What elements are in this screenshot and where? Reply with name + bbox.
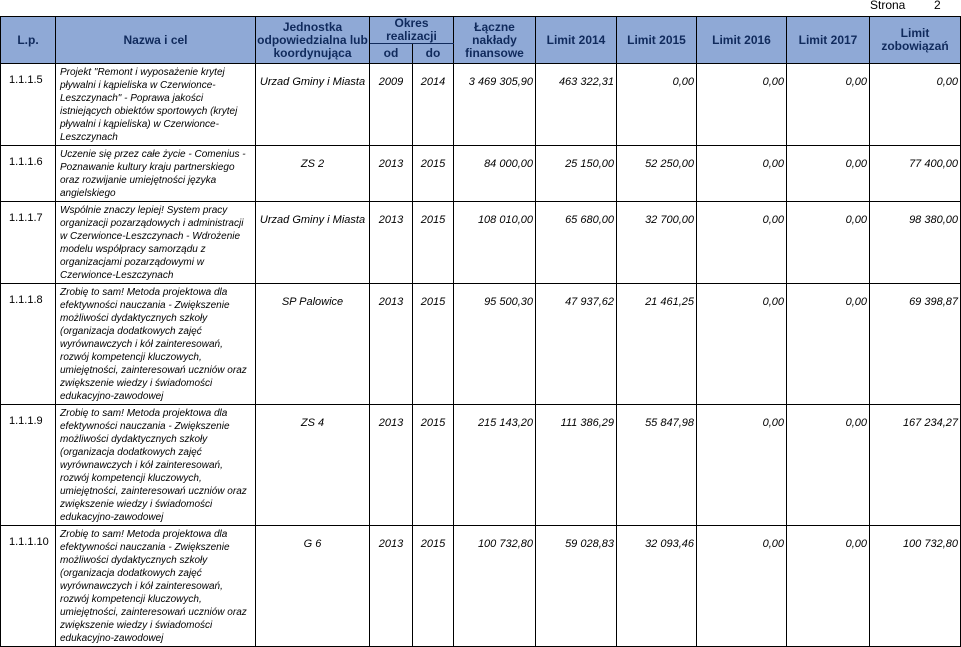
row-limit-2017: 0,00 [787,146,870,202]
row-limit-2016: 0,00 [697,284,787,405]
row-od: 2013 [370,526,413,647]
table-row [1,284,961,405]
row-od: 2013 [370,202,413,284]
row-limit-2016: 0,00 [697,146,787,202]
row-do: 2015 [413,146,454,202]
row-costs: 108 010,00 [454,202,536,284]
row-lp: 1.1.1.6 [1,146,56,202]
row-limit-2017: 0,00 [787,405,870,526]
table-body [1,64,961,647]
row-limit-2014: 59 028,83 [536,526,617,647]
table-row [1,526,961,647]
row-limit-commit: 69 398,87 [870,284,961,405]
row-unit: Urzad Gminy i Miasta [256,202,370,284]
row-name: Zrobię to sam! Metoda projektowa dla efektywności nauczania - Zwiększenie możliwości dydaktycznych szkoły (organizacja dodatkowych zajęć wyrównawczych i kół zainteresowań, rozwój kompetencji kluczowych, umiejętności, zainteresowań uczniów oraz zwiększenie wiedzy i świadomości edukacyjno-zawodowej [56,405,256,526]
header-unit: Jednostka odpowiedzialna lub koordynująca [256,17,370,64]
row-name: Uczenie się przez całe życie - Comenius - Poznawanie kultury kraju partnerskiego oraz rozwijanie umiejętności języka angielskiego [56,146,256,202]
row-limit-2015: 21 461,25 [617,284,697,405]
page-header [0,0,960,14]
budget-table [0,16,961,647]
row-limit-commit: 98 380,00 [870,202,961,284]
header-name: Nazwa i cel [56,17,256,64]
row-lp: 1.1.1.8 [1,284,56,405]
row-limit-commit: 0,00 [870,64,961,146]
row-lp: 1.1.1.7 [1,202,56,284]
header-limit-2015: Limit 2015 [617,17,697,64]
row-unit: ZS 2 [256,146,370,202]
row-limit-2014: 25 150,00 [536,146,617,202]
row-do: 2015 [413,405,454,526]
row-limit-2016: 0,00 [697,526,787,647]
row-limit-2017: 0,00 [787,202,870,284]
row-od: 2009 [370,64,413,146]
row-lp: 1.1.1.5 [1,64,56,146]
row-costs: 215 143,20 [454,405,536,526]
header-limit-2017: Limit 2017 [787,17,870,64]
row-limit-2014: 463 322,31 [536,64,617,146]
row-od: 2013 [370,146,413,202]
row-lp: 1.1.1.9 [1,405,56,526]
row-limit-2014: 111 386,29 [536,405,617,526]
row-limit-commit: 77 400,00 [870,146,961,202]
row-costs: 84 000,00 [454,146,536,202]
row-od: 2013 [370,405,413,526]
row-do: 2015 [413,202,454,284]
row-limit-2017: 0,00 [787,284,870,405]
row-limit-2015: 32 093,46 [617,526,697,647]
table-row [1,146,961,202]
row-unit: Urzad Gminy i Miasta [256,64,370,146]
header-do: do [413,44,454,64]
row-do: 2015 [413,526,454,647]
row-costs: 95 500,30 [454,284,536,405]
header-limit-commit: Limit zobowiązań [870,17,961,64]
row-unit: ZS 4 [256,405,370,526]
row-od: 2013 [370,284,413,405]
table-header [1,17,961,64]
row-name: Zrobię to sam! Metoda projektowa dla efektywności nauczania - Zwiększenie możliwości dydaktycznych szkoły (organizacja dodatkowych zajęć wyrównawczych i kół zainteresowań, rozwój kompetencji kluczowych, umiejętności, zainteresowań uczniów oraz zwiększenie wiedzy i świadomości edukacyjno-zawodowej [56,284,256,405]
header-limit-2016: Limit 2016 [697,17,787,64]
row-limit-2015: 0,00 [617,64,697,146]
row-do: 2015 [413,284,454,405]
header-od: od [370,44,413,64]
row-lp: 1.1.1.10 [1,526,56,647]
row-limit-2017: 0,00 [787,526,870,647]
table-row [1,405,961,526]
row-unit: G 6 [256,526,370,647]
row-limit-2015: 55 847,98 [617,405,697,526]
header-lp: L.p. [1,17,56,64]
row-unit: SP Palowice [256,284,370,405]
row-name: Wspólnie znaczy lepiej! System pracy organizacji pozarządowych i administracji w Czerwionce-Leszczynach - Wdrożenie modelu współpracy samorządu z organizacjami pozarządowymi w Czerwionce-Leszczynach [56,202,256,284]
row-limit-2016: 0,00 [697,64,787,146]
row-limit-2014: 65 680,00 [536,202,617,284]
row-do: 2014 [413,64,454,146]
header-costs: Łączne nakłady finansowe [454,17,536,64]
row-costs: 3 469 305,90 [454,64,536,146]
row-name: Zrobię to sam! Metoda projektowa dla efektywności nauczania - Zwiększenie możliwości dydaktycznych szkoły (organizacja dodatkowych zajęć wyrównawczych i kół zainteresowań, rozwój kompetencji kluczowych, umiejętności, zainteresowań uczniów oraz zwiększenie wiedzy i świadomości edukacyjno-zawodowej [56,526,256,647]
row-limit-commit: 100 732,80 [870,526,961,647]
header-limit-2014: Limit 2014 [536,17,617,64]
row-limit-2016: 0,00 [697,202,787,284]
row-limit-2016: 0,00 [697,405,787,526]
page-label: Strona [870,0,906,12]
row-limit-2014: 47 937,62 [536,284,617,405]
row-limit-2017: 0,00 [787,64,870,146]
page-number: 2 [934,0,941,12]
row-name: Projekt "Remont i wyposażenie krytej pływalni i kąpieliska w Czerwionce-Leszczynach" - Poprawa jakości istniejących obiektów sportowych (krytej pływalni i kąpieliska) w Czerwionce-Leszczynach [56,64,256,146]
row-limit-2015: 52 250,00 [617,146,697,202]
table-row [1,64,961,146]
row-limit-2015: 32 700,00 [617,202,697,284]
table-row [1,202,961,284]
row-limit-commit: 167 234,27 [870,405,961,526]
header-okres: Okres realizacji [370,17,454,44]
row-costs: 100 732,80 [454,526,536,647]
